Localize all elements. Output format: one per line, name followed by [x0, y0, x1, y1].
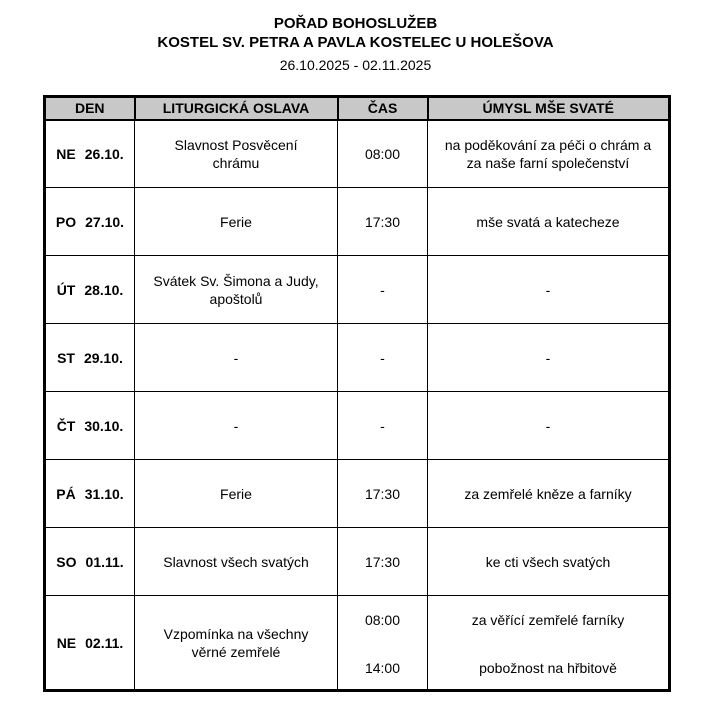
day-abbr: ST [57, 349, 75, 366]
table-row [45, 324, 670, 392]
day-cell [45, 256, 135, 324]
table-row [45, 120, 670, 188]
time-cell: 17:30 [338, 188, 428, 256]
celebration-cell: Svátek Sv. Šimona a Judy, apoštolů [135, 256, 338, 324]
time-cell: 17:30 [338, 460, 428, 528]
time-cell [338, 596, 428, 691]
day-cell [45, 460, 135, 528]
time-cell: - [338, 256, 428, 324]
celebration-cell: Slavnost všech svatých [135, 528, 338, 596]
day-date: 31.10. [84, 485, 124, 502]
intention-cell: mše svatá a katecheze [428, 188, 670, 256]
table-row [45, 460, 670, 528]
day-abbr: ÚT [56, 281, 76, 298]
schedule-table [43, 95, 671, 692]
celebration-cell: Vzpomínka na všechny věrné zemřelé [135, 596, 338, 691]
day-abbr: PÁ [56, 485, 76, 502]
day-cell [45, 528, 135, 596]
col-header-umysl: ÚMYSL MŠE SVATÉ [428, 97, 670, 120]
date-range: 26.10.2025 - 02.11.2025 [279, 57, 432, 73]
day-date: 29.10. [83, 349, 123, 366]
day-cell [45, 188, 135, 256]
time-cell: - [338, 392, 428, 460]
day-date: 28.10. [84, 281, 124, 298]
document-header [0, 0, 711, 74]
time-cell: 08:00 [338, 120, 428, 188]
day-cell [45, 596, 135, 691]
day-abbr: SO [56, 553, 77, 570]
intention-cell: za zemřelé kněze a farníky [428, 460, 670, 528]
day-abbr: NE [56, 634, 77, 651]
table-row [45, 528, 670, 596]
day-abbr: ČT [56, 417, 76, 434]
time-cell: 17:30 [338, 528, 428, 596]
celebration-cell: - [135, 392, 338, 460]
day-date: 01.11. [85, 553, 124, 570]
day-date: 02.11. [85, 634, 124, 651]
intention-cell: ke cti všech svatých [428, 528, 670, 596]
table-header-row [45, 97, 670, 120]
celebration-cell: - [135, 324, 338, 392]
col-header-cas: ČAS [338, 97, 428, 120]
day-abbr: NE [56, 145, 76, 162]
day-cell [45, 120, 135, 188]
day-date: 26.10. [84, 145, 124, 162]
table-row [45, 256, 670, 324]
intention-entry: pobožnost na hřbitově [479, 660, 617, 676]
day-cell [45, 392, 135, 460]
table-row [45, 392, 670, 460]
day-cell [45, 324, 135, 392]
church-name: KOSTEL SV. PETRA A PAVLA KOSTELEC U HOLEŠOVA [157, 34, 554, 51]
day-date: 27.10. [85, 213, 125, 230]
day-abbr: PO [55, 213, 77, 230]
intention-cell: - [428, 392, 670, 460]
col-header-liturgicka-oslava: LITURGICKÁ OSLAVA [135, 97, 338, 120]
celebration-cell: Slavnost Posvěcení chrámu [135, 120, 338, 188]
table-row [45, 596, 670, 691]
celebration-cell: Ferie [135, 460, 338, 528]
intention-cell [428, 596, 670, 691]
time-entry: 14:00 [364, 660, 401, 676]
page-title: POŘAD BOHOSLUŽEB [273, 15, 438, 32]
intention-cell: - [428, 324, 670, 392]
intention-entry: za věřící zemřelé farníky [471, 612, 625, 628]
intention-cell: na poděkování za péči o chrám a za naše farní společenství [428, 120, 670, 188]
time-cell: - [338, 324, 428, 392]
celebration-cell: Ferie [135, 188, 338, 256]
day-date: 30.10. [84, 417, 124, 434]
table-row [45, 188, 670, 256]
intention-cell: - [428, 256, 670, 324]
time-entry: 08:00 [364, 612, 401, 628]
col-header-den: DEN [45, 97, 135, 120]
